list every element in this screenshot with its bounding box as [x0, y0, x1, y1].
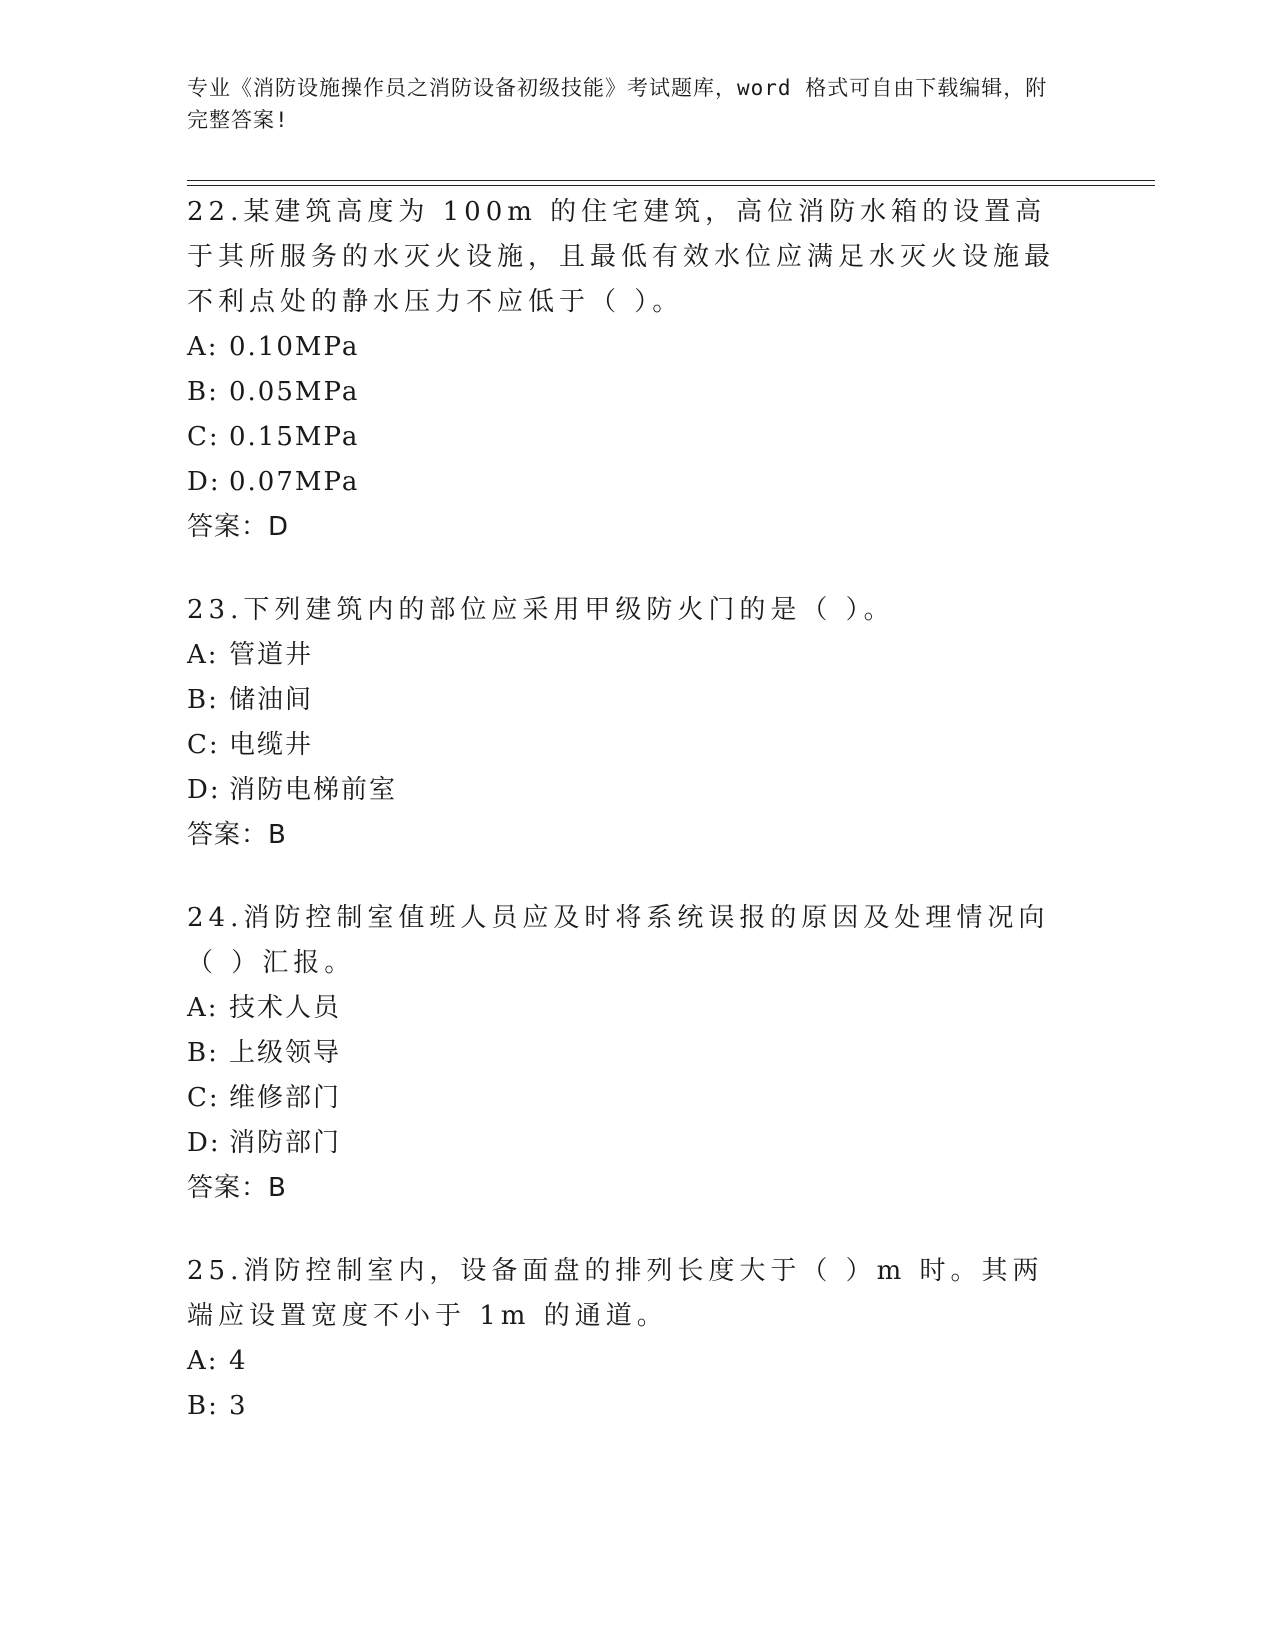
- question-stem: 25.消防控制室内，设备面盘的排列长度大于（ ）m 时。其两端应设置宽度不小于 1m 的通道。: [187, 1256, 1044, 1331]
- option-b: [187, 1031, 1067, 1076]
- option-letter: B:: [187, 1391, 219, 1421]
- option-c: [187, 1076, 1067, 1121]
- option-text: 上级领导: [229, 1038, 342, 1068]
- option-text: 0.07MPa: [229, 467, 360, 497]
- question-stem: 23.下列建筑内的部位应采用甲级防火门的是（ ）。: [187, 595, 895, 625]
- option-c: [187, 723, 1067, 768]
- question-24: [187, 896, 1067, 1211]
- option-d: [187, 460, 1067, 505]
- option-text: 维修部门: [229, 1083, 342, 1113]
- option-text: 储油间: [229, 685, 314, 715]
- option-text: 0.15MPa: [229, 422, 360, 452]
- option-b: [187, 678, 1067, 723]
- option-letter: C:: [187, 730, 220, 760]
- option-letter: A:: [187, 332, 219, 362]
- option-a: [187, 633, 1067, 678]
- option-letter: C:: [187, 1083, 220, 1113]
- option-text: 管道井: [229, 640, 314, 670]
- option-letter: D:: [187, 467, 221, 497]
- answer-label: 答案：B: [187, 1173, 287, 1203]
- option-b: [187, 1384, 1067, 1429]
- question-22: [187, 190, 1067, 550]
- header-divider-bottom: [187, 185, 1155, 186]
- answer-label: 答案：B: [187, 820, 287, 850]
- option-text: 0.10MPa: [229, 332, 360, 362]
- option-text: 消防电梯前室: [229, 775, 398, 805]
- option-b: [187, 370, 1067, 415]
- option-a: [187, 986, 1067, 1031]
- option-letter: D:: [187, 1128, 221, 1158]
- question-25: [187, 1249, 1067, 1429]
- option-text: 电缆井: [229, 730, 314, 760]
- option-text: 0.05MPa: [229, 377, 360, 407]
- question-stem: 22.某建筑高度为 100m 的住宅建筑，高位消防水箱的设置高于其所服务的水灭火设施，且最低有效水位应满足水灭火设施最不利点处的静水压力不应低于（ ）。: [187, 197, 1056, 317]
- option-text: 3: [229, 1391, 248, 1421]
- option-letter: D:: [187, 775, 221, 805]
- question-stem: 24.消防控制室值班人员应及时将系统误报的原因及处理情况向（ ）汇报。: [187, 903, 1050, 978]
- option-a: [187, 1339, 1067, 1384]
- header-divider-top: [187, 180, 1155, 181]
- header-note: 专业《消防设施操作员之消防设备初级技能》考试题库，word 格式可自由下载编辑，附完整答案!: [187, 76, 1048, 132]
- option-letter: B:: [187, 377, 219, 407]
- option-c: [187, 415, 1067, 460]
- option-letter: A:: [187, 1346, 219, 1376]
- option-d: [187, 1121, 1067, 1166]
- answer-label: 答案：D: [187, 512, 290, 542]
- option-letter: A:: [187, 993, 219, 1023]
- option-text: 4: [229, 1346, 248, 1376]
- option-letter: B:: [187, 685, 219, 715]
- question-23: [187, 588, 1067, 858]
- option-d: [187, 768, 1067, 813]
- option-text: 消防部门: [229, 1128, 342, 1158]
- option-text: 技术人员: [229, 993, 342, 1023]
- option-letter: B:: [187, 1038, 219, 1068]
- option-letter: C:: [187, 422, 220, 452]
- option-letter: A:: [187, 640, 219, 670]
- question-list: [187, 190, 1067, 1467]
- option-a: [187, 325, 1067, 370]
